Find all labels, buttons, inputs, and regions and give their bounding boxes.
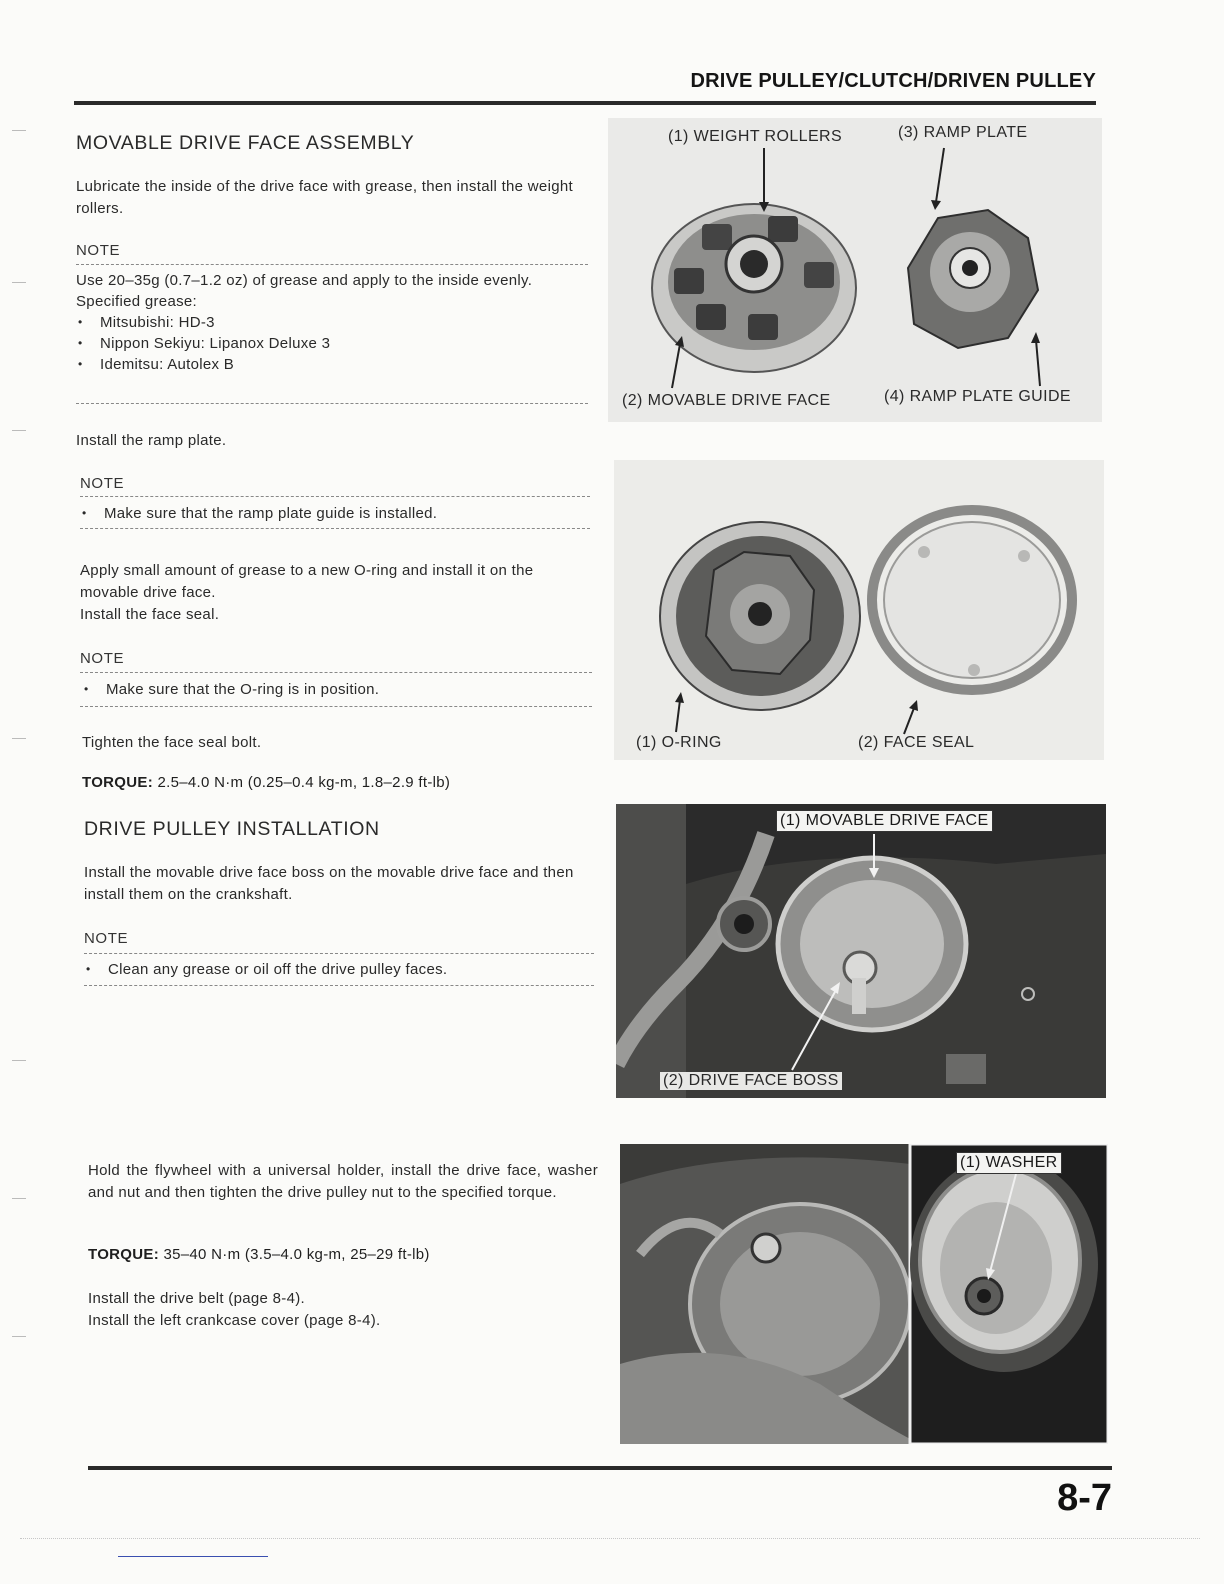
- label-drive-face-boss: (2) DRIVE FACE BOSS: [660, 1072, 842, 1090]
- note-clean-item: • Clean any grease or oil off the drive pulley faces.: [84, 959, 600, 980]
- note-divider: [76, 403, 588, 404]
- tighten-paragraph: Tighten the face seal bolt.: [82, 734, 262, 751]
- grease-list: [76, 312, 592, 375]
- note-oring-body: [82, 679, 598, 700]
- oring-instruction: Apply small amount of grease to a new O-ring and install it on the movable drive face.: [80, 562, 534, 601]
- figure-drive-face-washer: [620, 1144, 1108, 1444]
- note-divider: [80, 706, 592, 707]
- final-steps-paragraph: [88, 1288, 598, 1332]
- note-divider: [84, 953, 594, 954]
- label-washer: (1) WASHER: [956, 1152, 1062, 1174]
- note-divider: [76, 264, 588, 265]
- torque-label: TORQUE:: [82, 774, 153, 791]
- figure-movable-drive-face-installed: [616, 804, 1106, 1098]
- label-ramp-plate: (3) RAMP PLATE: [898, 124, 1028, 141]
- section-title-drive-pulley-installation: DRIVE PULLEY INSTALLATION: [84, 818, 380, 840]
- note-clean-body: [84, 959, 600, 980]
- section-title-movable-drive-face: MOVABLE DRIVE FACE ASSEMBLY: [76, 132, 415, 154]
- hold-flywheel-paragraph: Hold the flywheel with a universal holder, install the drive face, washer and nut and then tighten the drive pulley nut to the specified torque.: [88, 1162, 598, 1201]
- figure-4-illustration: [620, 1144, 1108, 1444]
- margin-mark: [12, 282, 26, 283]
- installation-intro-paragraph: Install the movable drive face boss on the movable drive face and then install them on the crankshaft.: [84, 864, 574, 903]
- note-divider: [80, 672, 592, 673]
- note-divider: [80, 528, 590, 529]
- note-grease-spec-label: Specified grease:: [76, 293, 198, 310]
- margin-mark: [12, 130, 26, 131]
- label-movable-drive-face: (2) MOVABLE DRIVE FACE: [622, 392, 831, 409]
- figure-weight-rollers-ramp-plate: [608, 118, 1102, 422]
- note-grease-instruction: Use 20–35g (0.7–1.2 oz) of grease and apply to the inside evenly.: [76, 272, 533, 289]
- torque-label: TORQUE:: [88, 1246, 159, 1263]
- page-header-title: DRIVE PULLEY/CLUTCH/DRIVEN PULLEY: [690, 70, 1096, 92]
- grease-list-item: • Nippon Sekiyu: Lipanox Deluxe 3: [76, 333, 592, 354]
- note-ramp-body: [80, 503, 596, 524]
- footer-underline: [118, 1556, 268, 1557]
- note-label: NOTE: [76, 242, 121, 259]
- torque-spec-face-seal: [82, 774, 450, 791]
- torque-value: 35–40 N·m (3.5–4.0 kg-m, 25–29 ft-lb): [163, 1246, 430, 1263]
- label-ramp-plate-guide: (4) RAMP PLATE GUIDE: [884, 388, 1071, 405]
- movable-intro-paragraph: Lubricate the inside of the drive face with grease, then install the weight rollers.: [76, 178, 573, 217]
- margin-mark: [12, 1060, 26, 1061]
- install-cover-step: Install the left crankcase cover (page 8-4).: [88, 1312, 381, 1329]
- figure-2-illustration: [614, 460, 1104, 760]
- figure-3-illustration: [616, 804, 1106, 1098]
- label-o-ring: (1) O-RING: [636, 734, 722, 751]
- figure-oring-face-seal: [614, 460, 1104, 760]
- note-label: NOTE: [80, 475, 125, 492]
- margin-mark: [12, 430, 26, 431]
- note-label: NOTE: [80, 650, 125, 667]
- margin-mark: [12, 1198, 26, 1199]
- torque-value: 2.5–4.0 N·m (0.25–0.4 kg-m, 1.8–2.9 ft-lb): [157, 774, 451, 791]
- note-ramp-item: • Make sure that the ramp plate guide is installed.: [80, 503, 596, 524]
- torque-spec-pulley-nut: [88, 1246, 430, 1263]
- grease-list-item: • Mitsubishi: HD-3: [76, 312, 592, 333]
- label-movable-drive-face: (1) MOVABLE DRIVE FACE: [776, 810, 993, 832]
- ramp-plate-paragraph: Install the ramp plate.: [76, 432, 227, 449]
- install-belt-step: Install the drive belt (page 8-4).: [88, 1290, 305, 1307]
- note-divider: [80, 496, 590, 497]
- oring-paragraph: [80, 560, 594, 626]
- note-divider: [84, 985, 594, 986]
- label-face-seal: (2) FACE SEAL: [858, 734, 975, 751]
- margin-mark: [12, 1336, 26, 1337]
- note-grease-body: [76, 270, 592, 375]
- note-oring-item: • Make sure that the O-ring is in position.: [82, 679, 598, 700]
- margin-mark: [12, 738, 26, 739]
- page-number: 8-7: [1057, 1477, 1112, 1519]
- grease-list-item: • Idemitsu: Autolex B: [76, 354, 592, 375]
- label-weight-rollers: (1) WEIGHT ROLLERS: [668, 128, 843, 145]
- note-label: NOTE: [84, 930, 129, 947]
- header-rule: [74, 101, 1096, 105]
- face-seal-instruction: Install the face seal.: [80, 606, 220, 623]
- scan-edge-noise: [20, 1538, 1200, 1539]
- figure-1-illustration: [608, 118, 1102, 422]
- footer-rule: [88, 1466, 1112, 1470]
